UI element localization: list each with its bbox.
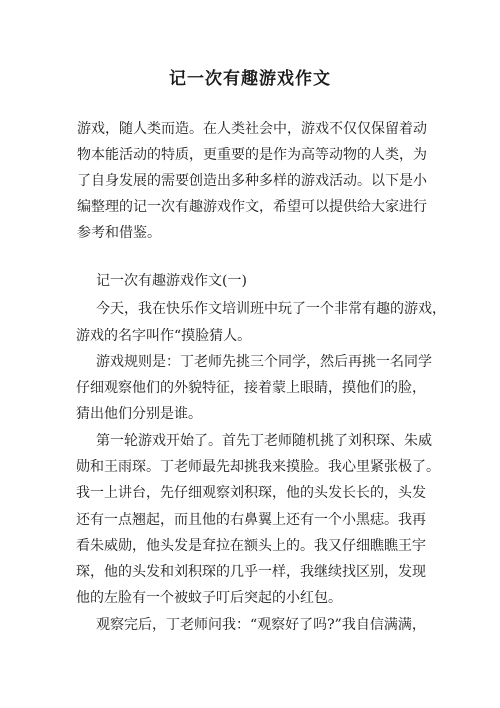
body-line: 游戏规则是：丁老师先挑三个同学，然后再挑一名同学 bbox=[96, 354, 432, 370]
body-line: 第一轮游戏开始了。首先丁老师随机挑了刘积琛、朱威 bbox=[96, 433, 432, 449]
section-heading: 记一次有趣游戏作文(一) bbox=[96, 273, 247, 289]
body-line: 今天，我在快乐作文培训班中玩了一个非常有趣的游戏， bbox=[96, 301, 446, 317]
body-line: 他的左脸有一个被蚊子叮后突起的小红包。 bbox=[76, 590, 342, 606]
intro-line: 物本能活动的特质，更重要的是作为高等动物的人类，为 bbox=[77, 147, 427, 163]
body-line: 观察完后，丁老师问我：“观察好了吗?”我自信满满， bbox=[96, 617, 426, 633]
body-line: 琛，他的头发和刘积琛的几乎一样，我继续找区别，发现 bbox=[76, 564, 426, 580]
intro-line: 了自身发展的需要创造出多种多样的游戏活动。以下是小 bbox=[77, 173, 427, 189]
page-title: 记一次有趣游戏作文 bbox=[169, 69, 331, 89]
body-line: 猜出他们分别是谁。 bbox=[76, 406, 202, 422]
body-line: 仔细观察他们的外貌特征，接着蒙上眼睛，摸他们的脸， bbox=[76, 380, 426, 396]
body-line: 我一上讲台，先仔细观察刘积琛，他的头发长长的，头发 bbox=[76, 485, 426, 501]
intro-line: 游戏，随人类而造。在人类社会中，游戏不仅仅保留着动 bbox=[77, 121, 427, 137]
intro-line: 编整理的记一次有趣游戏作文，希望可以提供给大家进行 bbox=[77, 199, 427, 215]
body-line: 勋和王雨琛。丁老师最先却挑我来摸脸。我心里紧张极了。 bbox=[76, 459, 440, 475]
body-line: 看朱威勋，他头发是耷拉在额头上的。我又仔细瞧瞧王宇 bbox=[76, 538, 426, 554]
body-line: 还有一点翘起，而且他的右鼻翼上还有一个小黑痣。我再 bbox=[76, 512, 426, 528]
body-line: 游戏的名字叫作“摸脸猜人。 bbox=[76, 328, 252, 344]
intro-line: 参考和借鉴。 bbox=[77, 225, 161, 241]
